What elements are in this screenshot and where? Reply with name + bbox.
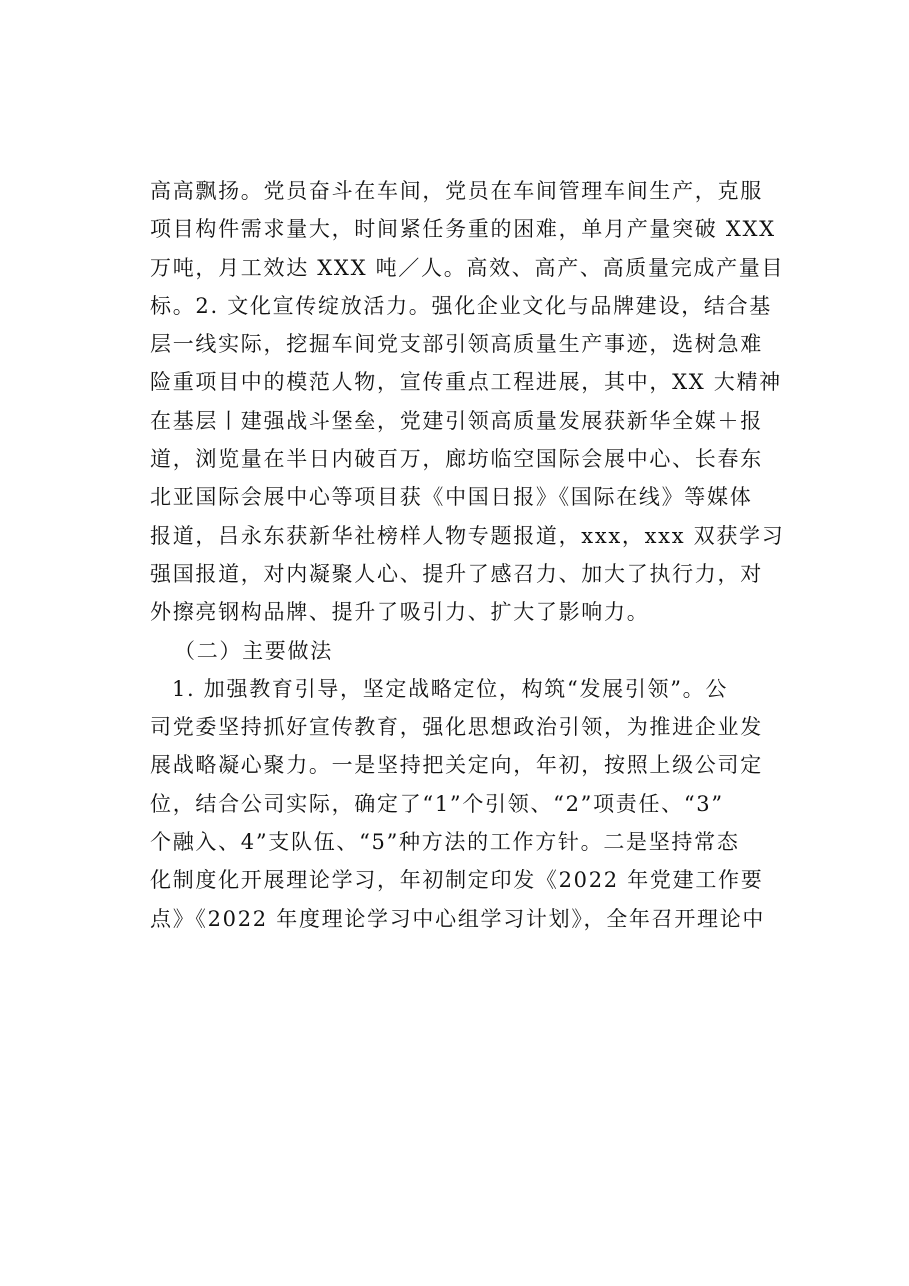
paragraph-line: 1. 加强教育引导，坚定战略定位，构筑“发展引领”。公 <box>172 676 729 701</box>
paragraph-line: 强国报道，对内凝聚人心、提升了感召力、加大了执行力，对 <box>150 561 763 586</box>
paragraph-line: 个融入、4”支队伍、“5”种方法的工作方针。二是坚持常态 <box>150 830 740 855</box>
paragraph-line: 险重项目中的模范人物，宣传重点工程进展，其中，XX 大精神 <box>150 370 782 395</box>
section-heading: （二）主要做法 <box>174 638 333 663</box>
paragraph-line: 位，结合公司实际，确定了“1”个引领、“2”项责任、“3” <box>150 791 724 816</box>
paragraph-line: 北亚国际会展中心等项目获《中国日报》《国际在线》等媒体 <box>150 485 753 510</box>
paragraph-line: 化制度化开展理论学习，年初制定印发《2022 年党建工作要 <box>150 868 764 893</box>
paragraph-line: 高高飘扬。党员奋斗在车间，党员在车间管理车间生产，克服 <box>150 179 763 203</box>
paragraph-line: 外擦亮钢构品牌、提升了吸引力、扩大了影响力。 <box>150 600 650 625</box>
document-body <box>150 172 790 938</box>
paragraph-line: 道，浏览量在半日内破百万，廊坊临空国际会展中心、长春东 <box>150 447 763 472</box>
paragraph-line: 司党委坚持抓好宣传教育，强化思想政治引领，为推进企业发 <box>150 715 763 740</box>
paragraph-line: 在基层丨建强战斗堡垒，党建引领高质量发展获新华全媒＋报 <box>150 408 763 433</box>
paragraph-line: 点》《2022 年度理论学习中心组学习计划》，全年召开理论中 <box>150 906 766 931</box>
paragraph-line: 展战略凝心聚力。一是坚持把关定向，年初，按照上级公司定 <box>150 753 763 778</box>
paragraph-line: 项目构件需求量大，时间紧任务重的困难，单月产量突破 XXX <box>150 217 776 242</box>
paragraph-line: 层一线实际，挖掘车间党支部引领高质量生产事迹，选树急难 <box>150 332 763 357</box>
paragraph-line: 报道，吕永东获新华社榜样人物专题报道，xxx，xxx 双获学习 <box>150 523 785 548</box>
paragraph-line: 万吨，月工效达 XXX 吨／人。高效、高产、高质量完成产量目 <box>150 255 785 280</box>
paragraph-line: 标。2. 文化宣传绽放活力。强化企业文化与品牌建设，结合基 <box>150 293 773 318</box>
